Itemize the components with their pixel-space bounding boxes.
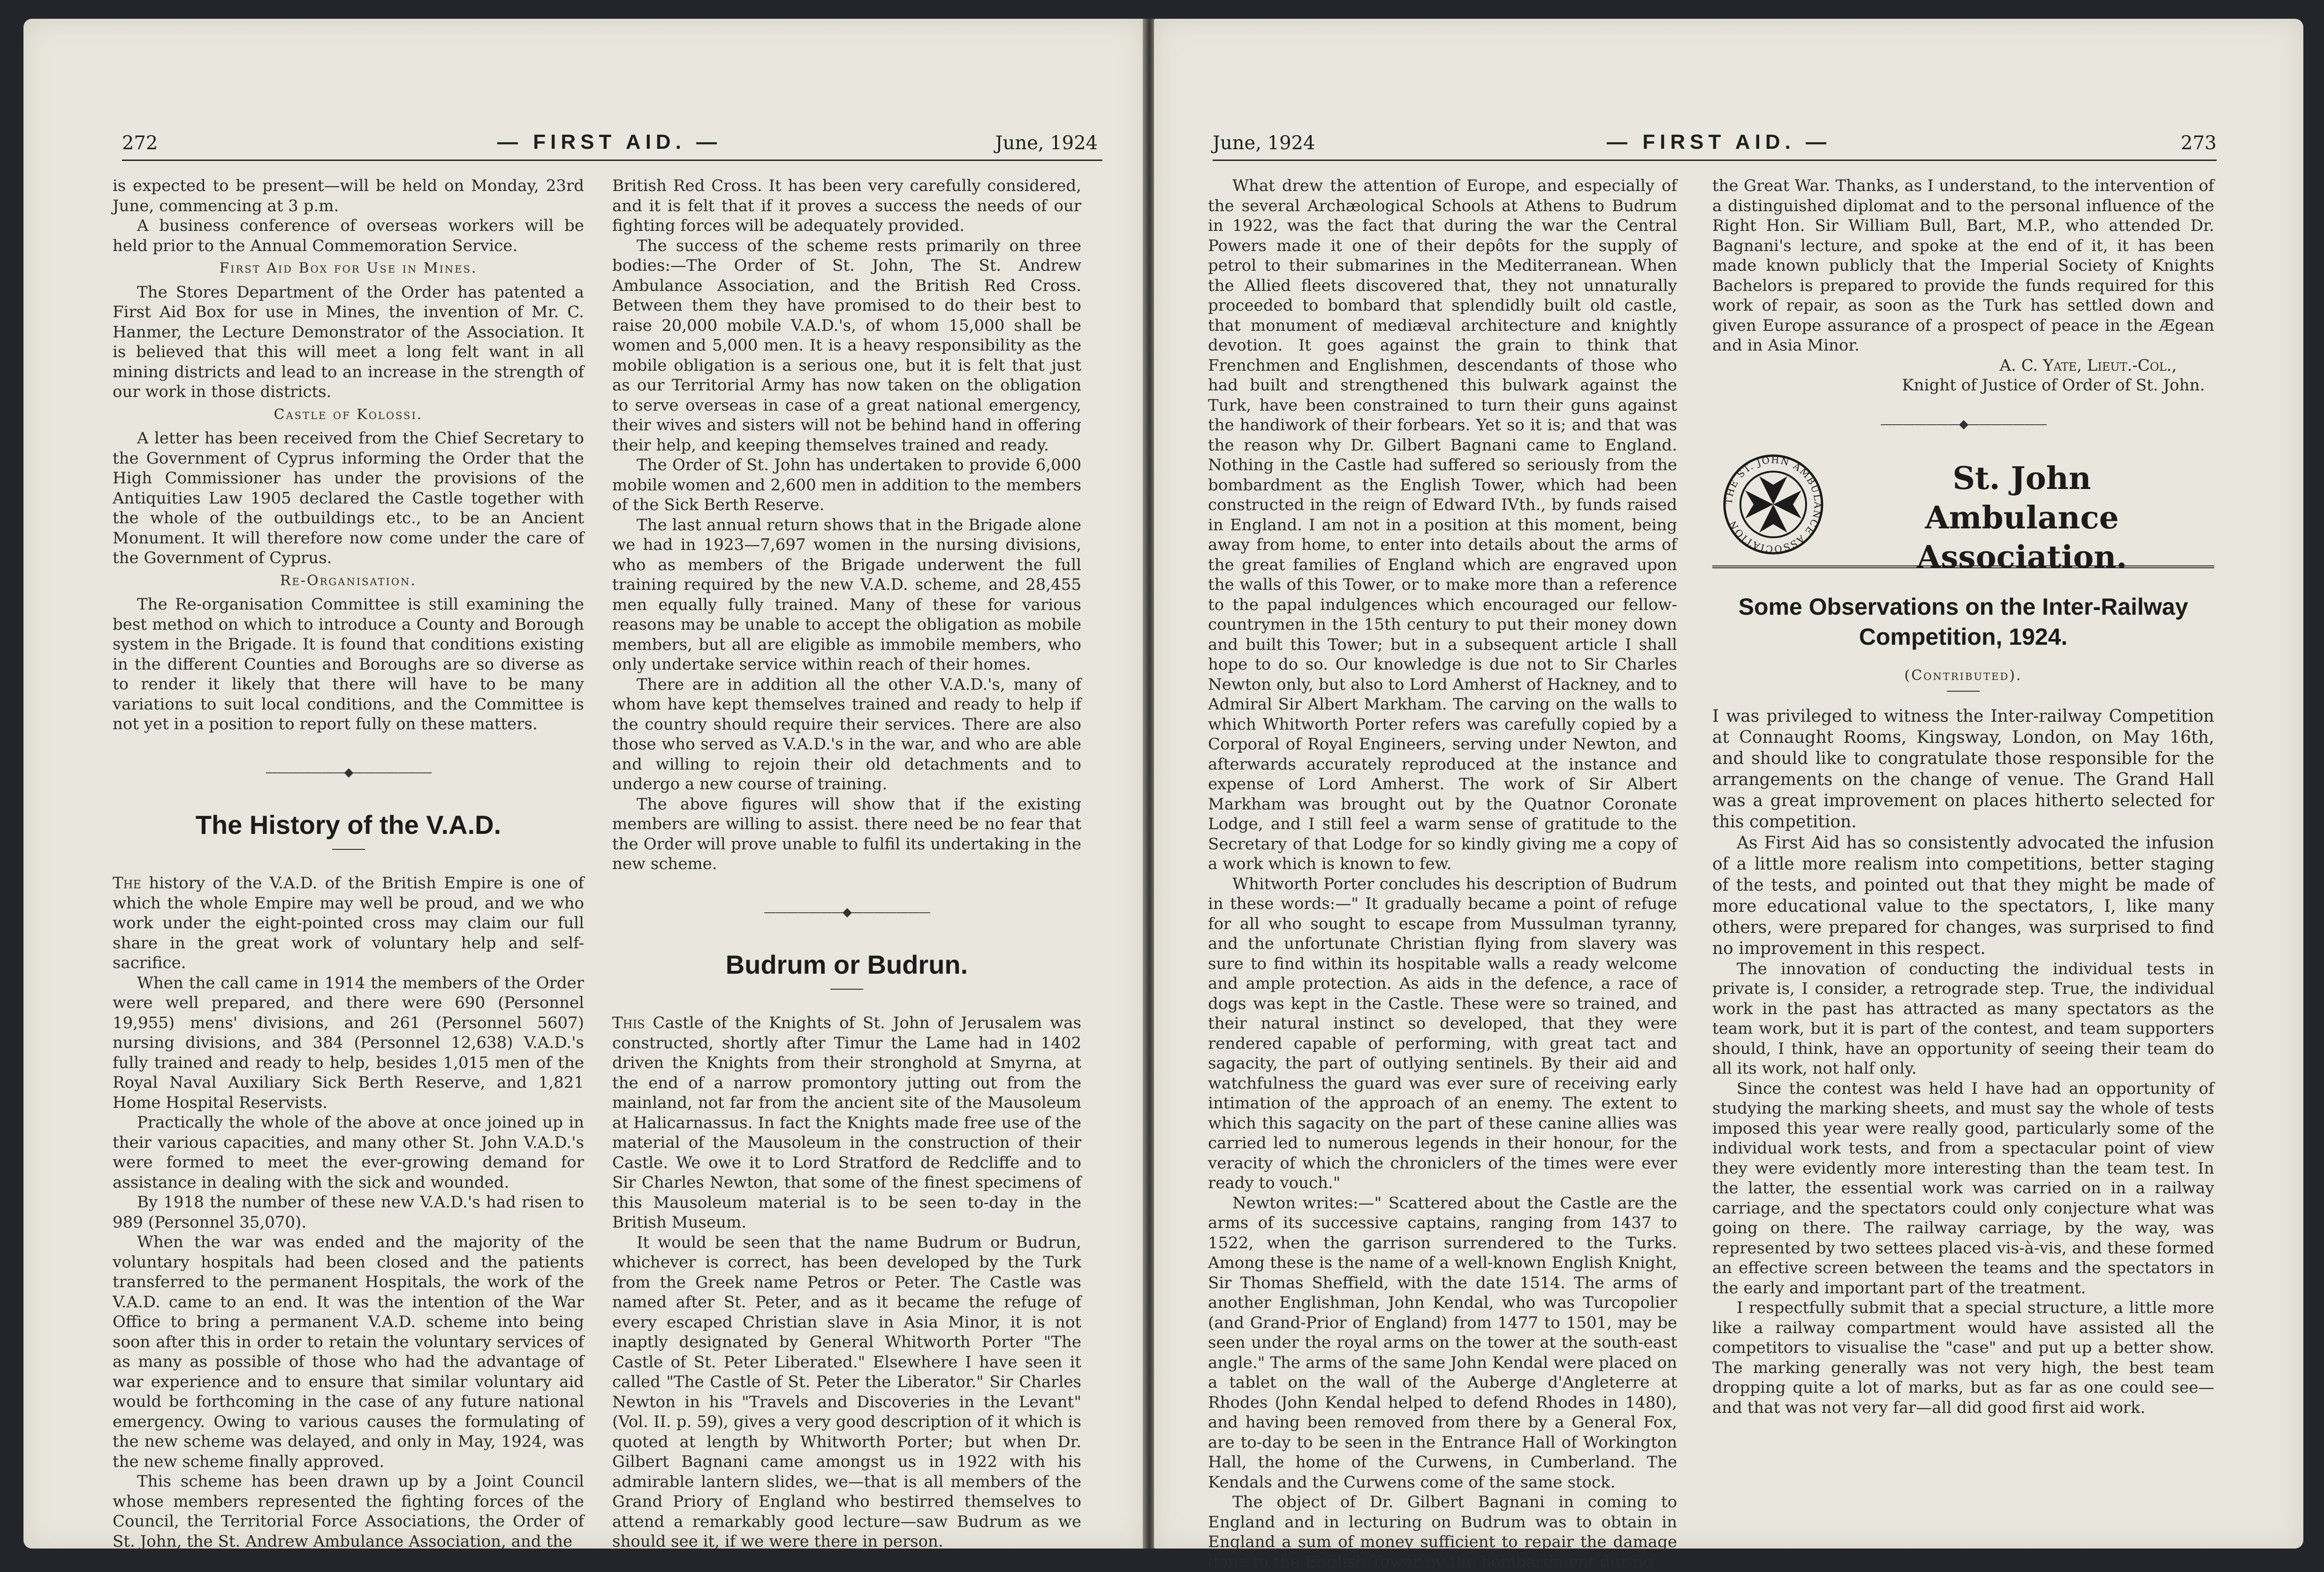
lead-word: The (113, 874, 142, 893)
right-column-1 (1208, 176, 1677, 1572)
association-title-line-2: Association. (1916, 539, 2127, 575)
page-number: 272 (122, 132, 158, 154)
paragraph: A letter has been received from the Chief Secretary to the Government of Cyprus informing the Order that the High Commissioner has under the provisions of the Antiquities Law 1905 declared the Castle together with the whole of the outbuildings etc., to be an Ancient Monument. It will therefore now come under the care of the Government of Cyprus. (113, 429, 584, 567)
issue-date: June, 1924 (1213, 132, 1315, 154)
paragraph: Newton writes:—" Scattered about the Castle are the arms of its successive captains, ranging from 1437 to 1522, when the garrison surrendered to the Turks. Among these is the name of a well-known English Knight, Sir Thomas Sheffield, with the date 1514. The arms of another Englishman, John Kendal, who was Turcopolier (and Grand-Prior of England) from 1477 to 1501, may be seen under the royal arms on the tower at the south-east angle." The arms of the same John Kendal were placed on a tablet on the wall of the Auberge d'Angleterre at Rhodes (John Kendal helped to defend Rhodes in 1480), and having been removed from there by a General Fox, are to-day to be seen in the Entrance Hall of Workington Hall, the home of the Curwens, in Cumberland. The Kendals and the Curwens come of the same stock. (1208, 1193, 1677, 1492)
lead-word: This (612, 1014, 645, 1032)
paragraph: When the war was ended and the majority of the voluntary hospitals had been closed and the patients transferred to the permanent Hospitals, the work of the V.A.D. came to an end. It was the intention of the War Office to bring a permanent V.A.D. scheme into being soon after this in order to retain the voluntary services of as many as possible of those who had the advantage of war experience and to ensure that similar voluntary aid would be forthcoming in the case of any future national emergency. Owing to various causes the formulating of the new scheme was delayed, and only in May, 1924, was the new scheme finally approved. (113, 1233, 584, 1471)
paragraph-text: history of the V.A.D. of the British Empire is one of which the whole Empire may well be proud, and we who work under the eight-pointed cross may claim our full share in the great work of voluntary help and self-sacrifice. (113, 874, 584, 972)
left-column-2 (612, 176, 1081, 1552)
ornamental-rule: ———————◆——————— (1880, 417, 2046, 431)
paragraph: Since the contest was held I have had an opportunity of studying the marking sheets, and must say the whole of tests imposed this year were really good, particularly some of the individual work tests, and from a spectacular point of view they were evidently more interesting than the team test. In the latter, the essential work was carried on in a railway carriage, and the spectators could only conjecture what was going on there. The railway carriage, by the way, was represented by two settees placed vis-à-vis, and these formed an effective screen between the teams and the spectators in the early and important part of the treatment. (1712, 1079, 2214, 1297)
issue-date: June, 1924 (995, 132, 1098, 154)
running-head-right (1213, 106, 2217, 161)
left-page (23, 19, 1145, 1549)
association-title (1853, 458, 2191, 577)
association-masthead (1712, 453, 2214, 575)
paragraph: is expected to be present—will be held on Monday, 23rd June, commencing at 3 p.m. (113, 176, 584, 215)
paragraph: The above figures will show that if the existing members are willing to assist. there need be no fear that the Order will prove unable to fulfil its undertaking in the new scheme. (612, 794, 1081, 873)
paragraph: The success of the scheme rests primarily on three bodies:—The Order of St. John, The St. Andrew Ambulance Association, and the British Red Cross. Between them they have promised to do their best to raise 20,000 mobile V.A.D.'s, of whom 15,000 shall be women and 5,000 men. It is a heavy responsibility as the mobile obligation is a serious one, but it is felt that just as our Territorial Army has now taken on the obligation to serve overseas in case of a great national emergency, their wives and sisters will not be behind hand in offering their help, and keeping themselves trained and ready. (612, 236, 1081, 455)
paragraph: The Order of St. John has undertaken to provide 6,000 mobile women and 2,600 men in addition to the members of the Sick Berth Reserve. (612, 456, 1081, 514)
paragraph (113, 873, 584, 973)
left-column-1 (113, 176, 584, 1551)
signature-title: Knight of Justice of Order of St. John. (1902, 376, 2205, 395)
paragraph-text: Castle of the Knights of St. John of Jerusalem was constructed, shortly after Timur the Lame had in 1402 driven the Knights from their stronghold at Smyrna, at the end of a narrow promontory jutting out from the mainland, not far from the ancient site of the Mausoleum at Halicarnassus. In fact the Knights made free use of the material of the Mausoleum in the construction of their Castle. We owe it to Lord Stratford de Redcliffe and to Sir Charles Newton, that some of the finest specimens of this Mausoleum material is to be seen to-day in the British Museum. (612, 1014, 1081, 1232)
paragraph: It would be seen that the name Budrum or Budrun, whichever is correct, has been developed by the Turk from the Greek name Petros or Peter. The Castle was named after St. Peter, and as it became the refuge of every escaped Christian slave in Asia Minor, it is not inaptly designated by General Whitworth Porter "The Castle of St. Peter Liberated." Elsewhere I have seen it called "The Castle of St. Peter the Liberator." Sir Charles Newton in his "Travels and Discoveries in the Levant" (Vol. II. p. 59), gives a very good description of it which is quoted at length by Whitworth Porter; but when Dr. Gilbert Bagnani came amongst us in 1922 with his admirable lantern slides, we—that is all members of the Grand Priory of England who bestirred themselves to attend a remarkably good lecture—saw Budrum as we should see it, if we were there in person. (612, 1233, 1081, 1551)
paragraph: Practically the whole of the above at once joined up in their various capacities, and many other St. John V.A.D.'s were formed to meet the ever-growing demand for assistance in dealing with the sick and wounded. (113, 1113, 584, 1192)
ornamental-rule: ———————◆——————— (764, 905, 930, 919)
paragraph: The Re-organisation Committee is still examining the best method on which to introduce a County and Borough system in the Brigade. It is found that conditions existing in the different Counties and Boroughs are so diverse as to render it likely that there will have to be many variations to suit local conditions, and the Committee is not yet in a position to report fully on these matters. (113, 595, 584, 733)
article-heading: Some Observations on the Inter-Railway Competition, 1924. (1738, 594, 2188, 650)
subheading: Castle of Kolossi. (273, 406, 423, 423)
journal-title: — FIRST AID. — (1607, 130, 1831, 153)
paragraph: The Stores Department of the Order has patented a First Aid Box for use in Mines, the invention of Mr. C. Hanmer, the Lecture Demonstrator of the Association. It is believed that this will meet a long felt want in all mining districts and lead to an increase in the strength of our work in those districts. (113, 282, 584, 401)
paragraph: British Red Cross. It has been very carefully considered, and it is felt that if it proves a success the needs of our fighting forces will be adequately provided. (612, 176, 1081, 235)
paragraph: The last annual return shows that in the Brigade alone we had in 1923—7,697 women in the nursing divisions, who as members of the Brigade underwent the full training required by the new V.A.D. scheme, and 28,455 men equally fully trained. Many of these for various reasons may be unable to accept the obligation as mobile members, but all are eligible as immobile members, who only undertake service within reach of their homes. (612, 515, 1081, 674)
divider (332, 849, 365, 850)
paragraph: The object of Dr. Gilbert Bagnani in coming to England and in lecturing on Budrum was to obtain in England a sum of money sufficient to repair the damage done to the English Tower by the bombardment during (1208, 1493, 1677, 1572)
paragraph: As First Aid has so consistently advocated the infusion of a little more realism into competitions, better staging of the tests, and pointed out that they might be made of more educational value to the spectators, I, like many others, were prepared for changes, was surprised to find no improvement in this respect. (1712, 833, 2214, 958)
paragraph: The innovation of conducting the individual tests in private is, I consider, a retrograde step. True, the individual work in the past has attracted as many spectators as the team work, but it is part of the contest, and team supporters should, I think, have an opportunity of seeing their team do all its work, not half only. (1712, 959, 2214, 1078)
emblem-text: THE ST. JOHN AMBULANCE ASSOCIATION (1723, 454, 1824, 555)
signature: A. C. Yate, Lieut.-Col., (1999, 356, 2177, 375)
paragraph: Whitworth Porter concludes his description of Budrum in these words:—" It gradually became a point of refuge for all who sought to escape from Mussulman tyranny, and the unfortunate Christian flying from slavery was sure to find within its hospitable walls a ready welcome and ample protection. As aids in the defence, a race of dogs was kept in the Castle. These were so trained, and their natural instinct so developed, that they were rendered capable of performing, with great tact and sagacity, the part of outlying sentinels. By their aid and watchfulness the guard was ever sure of receiving early intimation of the approach of an enemy. The extent to which this sagacity on the part of these canine allies was carried led to numerous legends in their honour, for the veracity of which the chroniclers of the times were ever ready to vouch." (1208, 874, 1677, 1192)
paragraph: What drew the attention of Europe, and especially of the several Archæological Schools at Athens to Budrum in 1922, was the fact that during the war the Central Powers made it one of their depôts for the supply of petrol to their submarines in the Mediterranean. When the Allied fleets discovered that, they not unnaturally proceeded to bombard that splendidly built old castle, that monument of mediæval architecture and knightly devotion. It goes against the grain to think that Frenchmen and Englishmen, descendants of those who had built and strengthened this bulwark against the Turk, have been constrained to turn their guns against the handiwork of their forbears. Yet so it is; and that was the reason why Dr. Gilbert Bagnani came to England. Nothing in the Castle had suffered so seriously from the bombardment as the English Tower, which had been constructed in the reign of Edward IVth., by funds raised in England. I am not in a position at this moment, being away from home, to enter into details about the arms of the great families of England which are engraved upon the walls of this Tower, or to make more than a reference to the papal indulgences which encouraged our fellow-countrymen in the 15th century to put their money down and built this Tower; but in a subsequent article I shall hope to do so. Our knowledge is due not to Sir Charles Newton only, but also to Lord Amherst of Hackney, and to Admiral Sir Albert Markham. The carving on the walls to which Whitworth Porter refers was carefully copied by a Corporal of Royal Engineers, serving under Newton, and afterwards accurately reproduced at the instance and expense of Lord Amherst. The work of Sir Albert Markham was brought out by the Quatnor Coronate Lodge, and I still feel a warm sense of gratitude to the Secretary of that Lodge for so kindly giving me a copy of a work which is known to few. (1208, 176, 1677, 873)
paragraph: There are in addition all the other V.A.D.'s, many of whom have kept themselves trained and ready to help if the country should require their services. There are also those who served as V.A.D.'s in the war, and who are able and willing to rejoin their old detachments and to undergo a new course of training. (612, 675, 1081, 794)
byline: (Contributed). (1904, 667, 2022, 684)
association-title-line-1: St. John Ambulance (1925, 460, 2119, 536)
running-head-left (122, 106, 1102, 161)
subheading: First Aid Box for Use in Mines. (219, 260, 478, 276)
ornamental-rule: ———————◆——————— (265, 765, 432, 779)
article-heading: The History of the V.A.D. (195, 810, 501, 839)
subheading: Re-Organisation. (280, 572, 417, 589)
paragraph: the Great War. Thanks, as I understand, to the intervention of a distinguished diplomat and to the personal influence of the Right Hon. Sir William Bull, Bart, M.P., who attended Dr. Bagnani's lecture, and spoke at the end of it, it has been made known publicly that the Imperial Society of Knights Bachelors is prepared to provide the funds required for this work of repair, as soon as the Turk has settled down and given Europe assurance of a prospect of peace in the Ægean and in Asia Minor. (1712, 176, 2214, 355)
paragraph: I was privileged to witness the Inter-railway Competition at Connaught Rooms, Kingsway, London, on May 16th, and should like to congratulate those responsible for the arrangements on the change of venue. The Grand Hall was a great improvement on places hitherto selected for this competition. (1712, 706, 2214, 832)
right-column-2 (1712, 176, 2214, 1418)
paragraph: By 1918 the number of these new V.A.D.'s had risen to 989 (Personnel 35,070). (113, 1193, 584, 1232)
paragraph: I respectfully submit that a special structure, a little more like a railway compartment would have assisted all the competitors to visualise the "case" and put up a better show. The marking generally was not very high, the best team dropping quite a lot of marks, but as far as one could see—and that was not very far—all did good first aid work. (1712, 1298, 2214, 1417)
page-number: 273 (2180, 132, 2217, 154)
divider (1947, 691, 1980, 692)
paragraph: A business conference of overseas workers will be held prior to the Annual Commemoration Service. (113, 216, 584, 255)
divider (830, 989, 863, 990)
paragraph: This scheme has been drawn up by a Joint Council whose members represented the fighting forces of the Council, the Territorial Force Associations, the Order of St. John, the St. Andrew Ambulance Association, and the (113, 1472, 584, 1551)
paragraph (612, 1013, 1081, 1233)
article-heading: Budrum or Budrun. (725, 950, 968, 979)
st-john-ambulance-emblem-icon (1722, 453, 1825, 556)
right-page (1154, 19, 2303, 1572)
journal-title: — FIRST AID. — (497, 130, 722, 153)
paragraph: When the call came in 1914 the members of the Order were well prepared, and there were 690 (Personnel 19,955) mens' divisions, and 261 (Personnel 5607) nursing divisions, and 384 (Personnel 12,638) V.A.D.'s fully trained and ready to help, besides 1,015 men of the Royal Naval Auxiliary Sick Berth Reserve, and 1,821 Home Hospital Reservists. (113, 973, 584, 1112)
